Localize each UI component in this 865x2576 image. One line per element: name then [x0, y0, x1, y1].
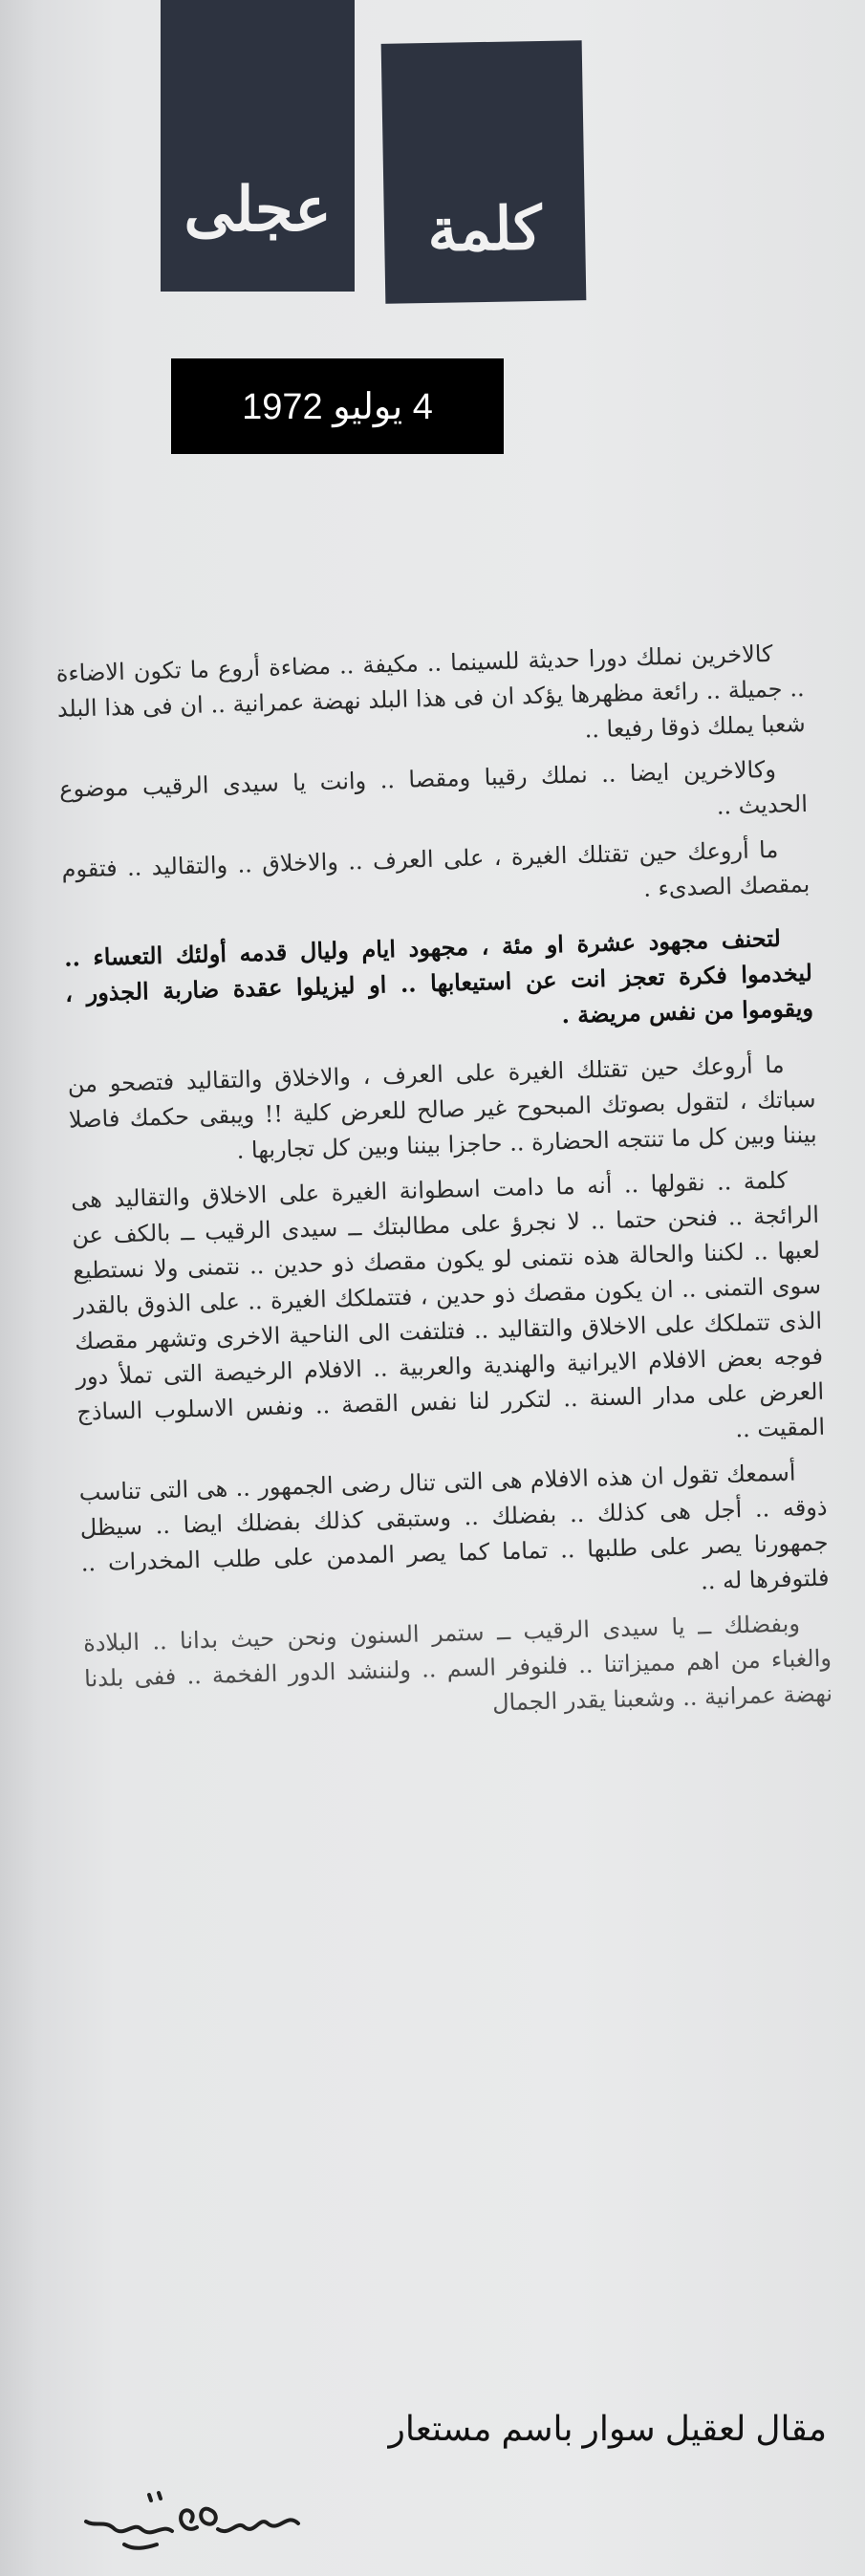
- article-paragraph-1: كالاخرين نملك دورا حديثة للسينما .. مكيفة .. مضاءة أروع ما تكون الاضاءة .. جميلة .. رائعة مظهرها يؤكد ان فى هذا البلد نهضة عمرانية .. ان فى هذا البلد شعبا يملك ذوقا رفيعا ..: [55, 639, 806, 744]
- article-paragraph-5: ما أروعك حين تقتلك الغيرة على العرف ، والاخلاق والتقاليد فتصحو من سباتك ، لتقول بصوتك المبحوح غير صالح للعرض كلية !! ويبقى حكمك فاصلا بيننا وبين كل ما تنتجه الحضارة .. حاجزا بيننا وبين كل تجاربها .: [67, 1050, 817, 1164]
- article-paragraph-7: أسمعك تقول ان هذه الافلام هى التى تنال رضى الجمهور .. هى التى تناسب ذوقه .. أجل هى كذلك .. بفضلك .. وستبقى كذلك بفضلك ايضا .. سيظل جمهورنا يصر على طلبها .. تماما كما يصر المدمن على طلب المخدرات .. فلتوفرها له ..: [78, 1459, 830, 1595]
- article-paragraph-4-bold: لتحنف مجهود عشرة او مئة ، مجهود ايام وليال قدمه أولئك التعساء .. ليخدموا فكرة تعجز انت عن استيعابها .. او ليزيلوا عقدة ضاربة الجذور ، ويقوموا من نفس مريضة .: [63, 923, 814, 1029]
- date-label: [171, 358, 504, 454]
- article-paragraph-8: وبفضلك ــ يا سيدى الرقيب ــ ستمر السنون ونحن حيث بدانا .. البلادة والغباء من اهم مميزاتنا .. فلنوفر السم .. ولننشد الدور الفخمة .. ففى بلدنا نهضة عمرانية .. وشعبنا يقدر الجمال: [82, 1610, 833, 1717]
- header-word-ajali-text: عجلى: [184, 174, 332, 246]
- article-paragraph-6: كلمة .. نقولها .. أنه ما دامت اسطوانة الغيرة على الاخلاق والتقاليد هى الرائجة .. فنحن حتما .. لا نجرؤ على مطالبتك ــ سيدى الرقيب ــ بالكف عن لعبها .. لكننا والحالة هذه نتمنى لو يكون مقصك ذو حدين .. نتمنى ولا نستطيع سوى التمنى .. ان يكون مقصك ذو حدين ، فتتملكك الغيرة .. على الذوق بالقدر الذى تتملكك على الاخلاق والتقاليد .. فتلتفت الى الناحية الاخرى وتشهر مقصك فوجه بعض الافلام الايرانية والهندية والعربية .. الافلام الرخيصة التى تملأ دور العرض على مدار السنة .. لتكرر لنا نفس القصة .. ونفس الاسلوب الساذج المقيت ..: [70, 1166, 826, 1443]
- header-word-kalima-text: كلمة: [426, 192, 543, 266]
- article-paragraph-2: وكالاخرين ايضا .. نملك رقيبا ومقصا .. وانت يا سيدى الرقيب موضوع الحديث ..: [58, 755, 809, 820]
- article-paragraph-3: ما أروعك حين تقتلك الغيرة ، على العرف .. والاخلاق .. والتقاليد .. فتقوم بمقصك الصدىء .: [61, 835, 811, 902]
- author-signature: [57, 2457, 315, 2562]
- header-word-kalima: [381, 40, 587, 304]
- article-credit: مقال لعقيل سوار باسم مستعار: [388, 2409, 827, 2448]
- header-word-ajali: [161, 0, 355, 292]
- article-body: [55, 636, 833, 1742]
- date-text: 4 يوليو 1972: [242, 386, 433, 427]
